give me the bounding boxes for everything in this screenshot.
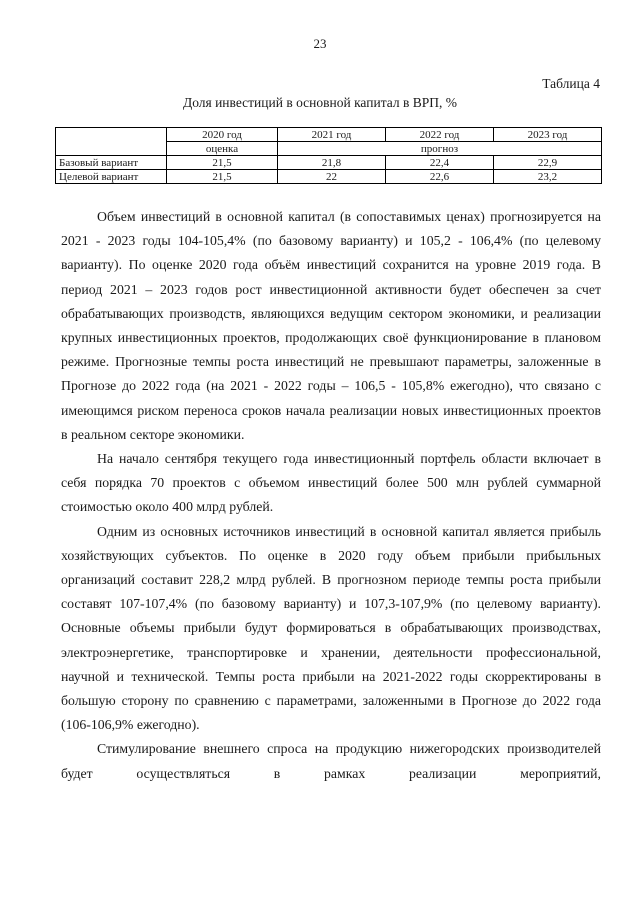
subheader-estimate: оценка [167, 142, 278, 156]
header-2023: 2023 год [494, 128, 602, 142]
table-corner-cell [56, 128, 167, 156]
row-label-base: Базовый вариант [56, 156, 167, 170]
table-cell: 22,4 [386, 156, 494, 170]
subheader-forecast: прогноз [278, 142, 602, 156]
paragraph-investment-portfolio: На начало сентября текущего года инвестиционный портфель области включает в себя порядка 70 проектов с объемом инвестиций более 500 млн рублей суммарной стоимостью около 400 млрд рублей. [61, 451, 601, 515]
row-label-target: Целевой вариант [56, 170, 167, 184]
table-header-row [56, 128, 602, 142]
table-cell: 21,5 [167, 156, 278, 170]
header-2020: 2020 год [167, 128, 278, 142]
page-number: 23 [313, 36, 327, 51]
header-2021: 2021 год [278, 128, 386, 142]
table-row [56, 170, 602, 184]
paragraph-external-demand: Стимулирование внешнего спроса на продукцию нижегородских производителей будет осуществляться в рамках реализации мероприятий, [61, 741, 601, 781]
body-text [61, 205, 601, 786]
paragraph-investments-forecast: Объем инвестиций в основной капитал (в сопоставимых ценах) прогнозируется на 2021 - 2023 годы 104-105,4% (по базовому варианту) и 105,2 - 106,4% (по целевому варианту). По оценке 2020 года объём инвестиций сохранится на уровне 2019 года. В период 2021 – 2023 годов рост инвестиционной активности будет обеспечен за счет обрабатывающих производств, являющихся ведущим сектором экономики, и реализации крупных инвестиционных проектов, продолжающих своё функционирование в плановом режиме. Прогнозные темпы роста инвестиций не превышают параметры, заложенные в Прогнозе до 2022 года (на 2021 - 2022 годы – 106,5 - 105,8% ежегодно), что связано с имеющимся риском переноса сроков начала реализации новых инвестиционных проектов в реальном секторе экономики. [61, 209, 601, 442]
header-2022: 2022 год [386, 128, 494, 142]
table-cell: 21,8 [278, 156, 386, 170]
table-cell: 22 [278, 170, 386, 184]
paragraph-profit: Одним из основных источников инвестиций в основной капитал является прибыль хозяйствующих субъектов. По оценке в 2020 году объем прибыли прибыльных организаций составит 228,2 млрд рублей. В прогнозном периоде темпы роста прибыли составят 107-107,4% (по базовому варианту) и 107,3-107,9% (по целевому варианту). Основные объемы прибыли будут формироваться в обрабатывающих производствах, электроэнергетике, транспортировке и хранении, деятельности профессиональной, научной и технической. Темпы роста прибыли на 2021-2022 годы скорректированы в большую сторону по сравнению с параметрами, заложенными в Прогнозе до 2022 года (106-106,9% ежегодно). [61, 523, 601, 733]
table-cell: 22,9 [494, 156, 602, 170]
table-cell: 22,6 [386, 170, 494, 184]
table-title: Доля инвестиций в основной капитал в ВРП, % [182, 95, 457, 110]
investment-share-table [55, 127, 602, 184]
table-row [56, 156, 602, 170]
table-caption: Таблица 4 [542, 76, 600, 91]
table-cell: 21,5 [167, 170, 278, 184]
table-cell: 23,2 [494, 170, 602, 184]
